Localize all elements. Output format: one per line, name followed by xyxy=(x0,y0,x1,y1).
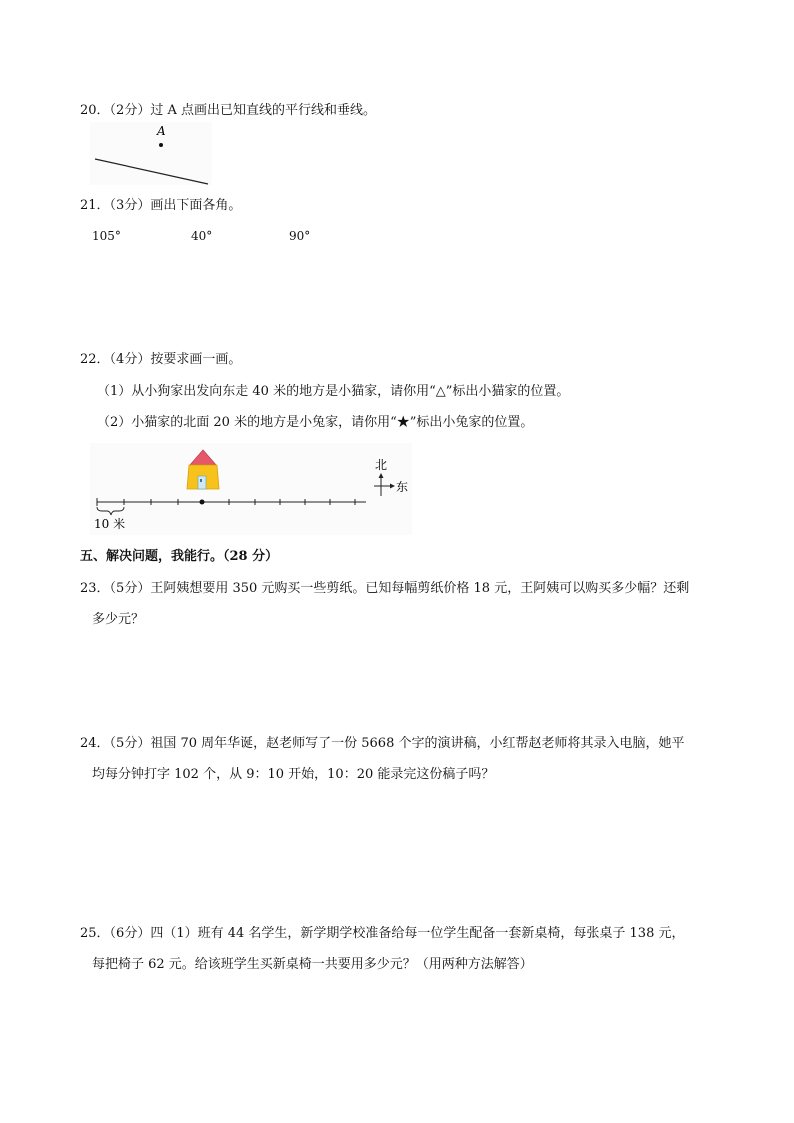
question-21-text: 21．（3分）画出下面各角。 xyxy=(80,198,242,213)
question-24-line1: 24．（5分）祖国 70 周年华诞，赵老师写了一份 5668 个字的演讲稿，小红帮赵老师将其录入电脑，她平 xyxy=(80,736,685,751)
point-a-label: A xyxy=(157,124,166,138)
angle-label-1: 105° xyxy=(92,229,121,243)
compass-north-label: 北 xyxy=(375,458,388,472)
question-22-text: 22．（4分）按要求画一画。 xyxy=(80,352,242,367)
question-25-line1: 25．（6分）四（1）班有 44 名学生，新学期学校准备给每一位学生配备一套新桌椅，每张桌子 138 元， xyxy=(80,926,685,941)
scale-label: 10 米 xyxy=(94,517,126,531)
dog-house-point xyxy=(200,500,205,505)
point-a xyxy=(159,143,163,147)
question-24-line2: 均每分钟打字 102 个，从 9：10 开始，10：20 能录完这份稿子吗？ xyxy=(92,767,495,782)
angle-label-2: 40° xyxy=(191,229,213,243)
question-23-line1: 23．（5分）王阿姨想要用 350 元购买一些剪纸。已知每幅剪纸价格 18 元，王阿姨可以购买多少幅？还剩 xyxy=(80,581,690,596)
question-23-line2: 多少元？ xyxy=(92,612,145,627)
question-22-sub2: （2）小猫家的北面 20 米的地方是小兔家，请你用“★”标出小兔家的位置。 xyxy=(97,415,534,430)
section-5-title: 五、解决问题，我能行。（28 分） xyxy=(80,549,279,564)
question-20-text: 20．（2分）过 A 点画出已知直线的平行线和垂线。 xyxy=(80,103,376,118)
diagram-background xyxy=(90,443,412,535)
question-25-line2: 每把椅子 62 元。给该班学生买新桌椅一共要用多少元？（用两种方法解答） xyxy=(92,957,533,972)
question-22-sub1: （1）从小狗家出发向东走 40 米的地方是小猫家，请你用“△”标出小猫家的位置。 xyxy=(97,384,570,399)
position-diagram xyxy=(90,443,415,538)
line-diagram xyxy=(90,122,215,187)
angle-label-3: 90° xyxy=(289,229,311,243)
compass-east-label: 东 xyxy=(396,480,409,494)
diagram-background xyxy=(90,122,212,185)
